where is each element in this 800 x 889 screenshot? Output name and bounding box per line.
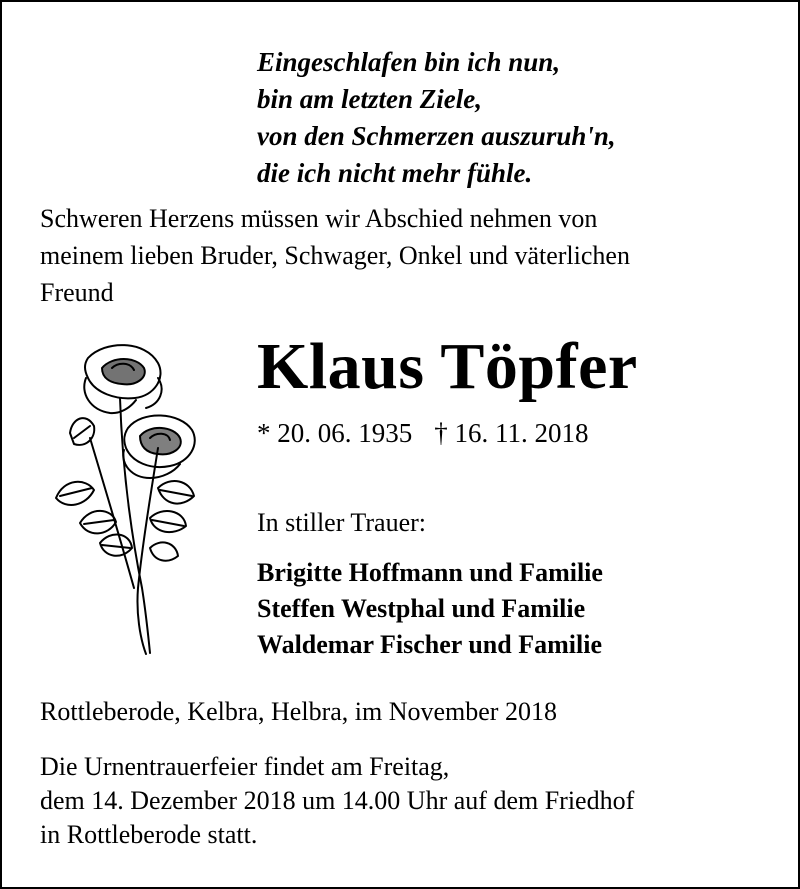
birth-date: * 20. 06. 1935 — [257, 418, 413, 448]
intro-line: Schweren Herzens müssen wir Abschied nehmen von — [40, 204, 598, 233]
intro-line: meinem lieben Bruder, Schwager, Onkel und väterlichen — [40, 241, 630, 270]
place-and-date: Rottleberode, Kelbra, Helbra, im November 2018 — [40, 697, 557, 726]
mourners-list — [257, 555, 603, 663]
deceased-name: Klaus Töpfer — [257, 330, 638, 403]
poem — [257, 44, 616, 192]
mourning-label: In stiller Trauer: — [257, 508, 426, 537]
funeral-line: in Rottleberode statt. — [40, 820, 258, 849]
intro-text — [40, 200, 770, 311]
mourner-entry: Waldemar Fischer und Familie — [257, 630, 602, 659]
poem-line: bin am letzten Ziele, — [257, 84, 482, 114]
funeral-line: dem 14. Dezember 2018 um 14.00 Uhr auf dem Friedhof — [40, 786, 635, 815]
death-date: † 16. 11. 2018 — [434, 418, 589, 448]
poem-line: die ich nicht mehr fühle. — [257, 158, 533, 188]
intro-line: Freund — [40, 278, 114, 307]
rose-illustration-icon — [50, 338, 200, 658]
poem-line: Eingeschlafen bin ich nun, — [257, 47, 561, 77]
funeral-line: Die Urnentrauerfeier findet am Freitag, — [40, 752, 450, 781]
mourner-entry: Brigitte Hoffmann und Familie — [257, 558, 603, 587]
life-dates — [257, 416, 589, 450]
funeral-info — [40, 750, 780, 852]
mourner-entry: Steffen Westphal und Familie — [257, 594, 586, 623]
poem-line: von den Schmerzen auszuruh'n, — [257, 121, 616, 151]
